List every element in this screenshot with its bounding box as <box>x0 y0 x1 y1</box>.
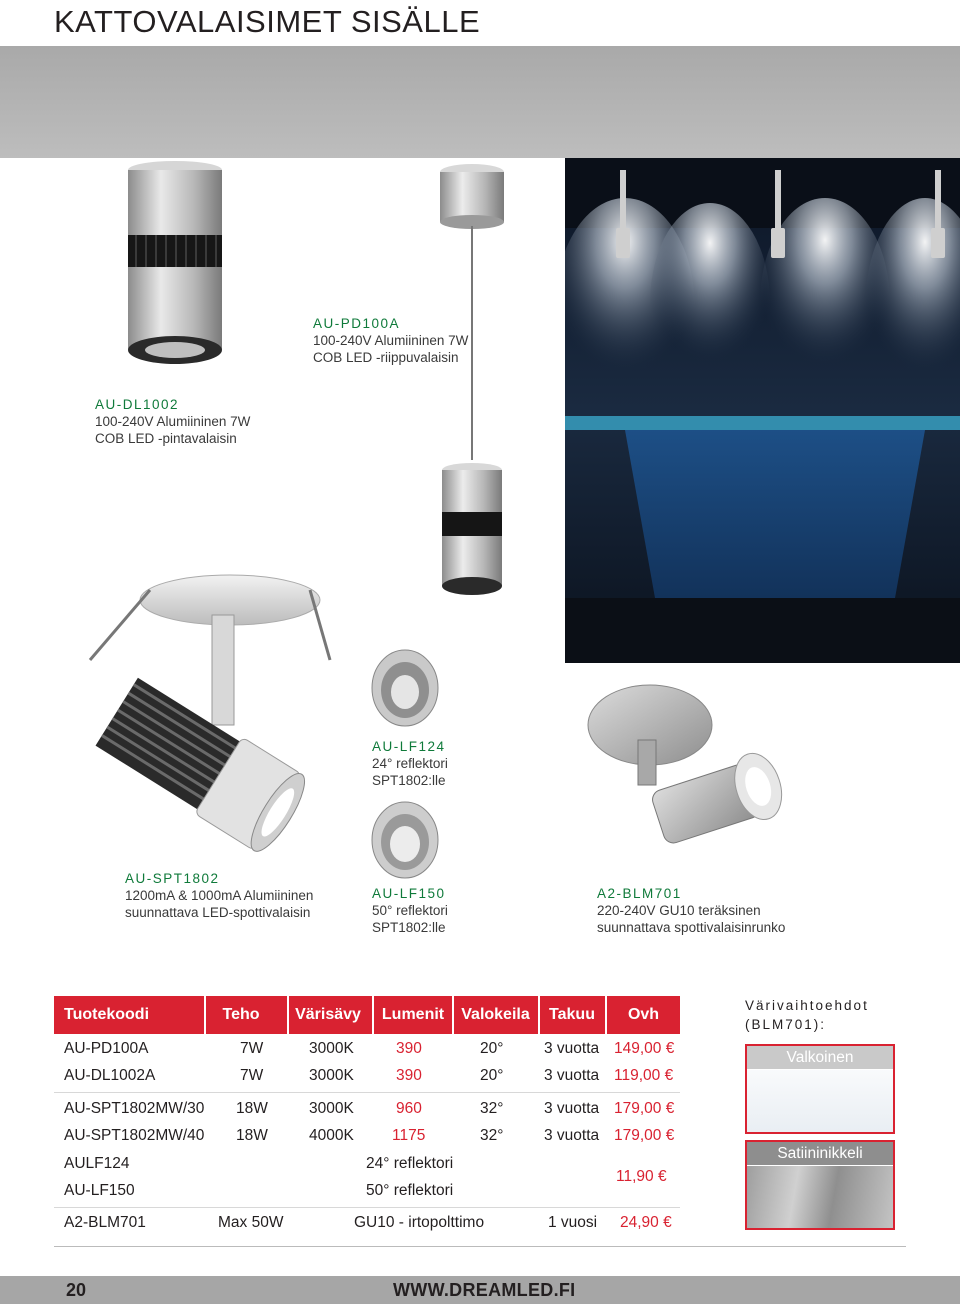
product-desc-line2: COB LED -riippuvalaisin <box>313 350 459 365</box>
cell-color-temp: 3000K <box>309 1067 354 1084</box>
cell-lumen: 960 <box>396 1100 422 1117</box>
product-desc-line2: suunnattava spottivalaisinrunko <box>597 920 786 935</box>
cell-price: 24,90 € <box>620 1214 672 1231</box>
cell-lumen: 390 <box>396 1067 422 1084</box>
cell-power: 7W <box>240 1040 264 1057</box>
cell-code: AU-SPT1802MW/40 <box>64 1127 205 1144</box>
column-header: Teho <box>204 996 276 1034</box>
color-options-subtitle: (BLM701): <box>745 1017 827 1032</box>
cell-lumen: 1175 <box>392 1127 426 1144</box>
product-code: AU-SPT1802 <box>125 871 220 886</box>
product-desc-line1: 100-240V Alumiininen 7W <box>95 414 251 429</box>
cell-power: 18W <box>236 1100 268 1117</box>
product-desc-line1: 220-240V GU10 teräksinen <box>597 903 761 918</box>
page-number: 20 <box>66 1280 87 1300</box>
product-code: A2-BLM701 <box>597 886 682 901</box>
lobby-photo <box>565 158 960 663</box>
swatch-label: Valkoinen <box>747 1046 893 1070</box>
caption-lf150 <box>372 885 448 936</box>
cell-code: AU-DL1002A <box>64 1067 156 1084</box>
cell-price: 179,00 € <box>614 1100 675 1117</box>
cell-description: 24° reflektori <box>366 1155 454 1172</box>
surface-lamp-image <box>120 160 230 380</box>
product-code: AU-LF150 <box>372 886 446 901</box>
row-divider <box>54 1092 680 1093</box>
product-desc-line2: SPT1802:lle <box>372 920 446 935</box>
column-header: Valokeila <box>452 996 537 1034</box>
reflector-24-image <box>370 648 440 728</box>
website-link[interactable]: WWW.DREAMLED.FI <box>393 1280 576 1300</box>
product-desc-line2: suunnattava LED-spottivalaisin <box>125 905 311 920</box>
caption-lf124 <box>372 738 448 789</box>
cell-price: 179,00 € <box>614 1127 675 1144</box>
swatch-label: Satiininikkeli <box>747 1142 893 1166</box>
color-options-title: Värivaihtoehdot <box>745 998 869 1013</box>
cell-power: Max 50W <box>218 1214 284 1231</box>
product-code: AU-PD100A <box>313 316 401 331</box>
product-code: AU-LF124 <box>372 739 446 754</box>
product-desc-line1: 100-240V Alumiininen 7W <box>313 333 469 348</box>
cell-color-temp: 4000K <box>309 1127 354 1144</box>
cell-power: 18W <box>236 1127 268 1144</box>
reflector-50-image <box>370 800 440 880</box>
cell-color-temp: 3000K <box>309 1100 354 1117</box>
swatch-white <box>745 1044 895 1134</box>
cell-lamp: GU10 - irtopolttimo <box>354 1214 485 1231</box>
cell-lumen: 390 <box>396 1040 422 1057</box>
color-options <box>745 996 895 1162</box>
cell-price: 11,90 € <box>616 1168 667 1185</box>
caption-pd100a <box>313 315 468 366</box>
caption-blm701 <box>597 885 785 936</box>
page-footer <box>0 1276 960 1304</box>
cell-beam: 32° <box>480 1100 504 1117</box>
spotlight-image <box>80 560 340 860</box>
cell-color-temp: 3000K <box>309 1040 354 1057</box>
cell-code: AU-LF150 <box>64 1182 135 1199</box>
header-band <box>0 46 960 158</box>
column-header: Tuotekoodi <box>64 1006 150 1023</box>
cell-warranty: 3 vuotta <box>544 1067 600 1084</box>
swatch-satin-nickel <box>745 1140 895 1230</box>
cell-warranty: 1 vuosi <box>548 1214 598 1231</box>
column-header: Värisävy <box>287 996 367 1034</box>
cell-code: AU-SPT1802MW/30 <box>64 1100 205 1117</box>
cell-code: AULF124 <box>64 1155 130 1172</box>
footer-divider <box>54 1246 906 1247</box>
product-desc-line1: 1200mA & 1000mA Alumiininen <box>125 888 314 903</box>
cell-warranty: 3 vuotta <box>544 1040 600 1057</box>
cell-beam: 20° <box>480 1040 504 1057</box>
cell-price: 119,00 € <box>614 1067 674 1084</box>
caption-spt1802 <box>125 870 313 921</box>
column-header: Takuu <box>538 996 604 1034</box>
page-title: KATTOVALAISIMET SISÄLLE <box>54 4 481 39</box>
column-header: Lumenit <box>372 996 452 1034</box>
cell-code: A2-BLM701 <box>64 1214 146 1231</box>
blm701-spot-image <box>580 680 800 860</box>
cell-description: 50° reflektori <box>366 1182 454 1199</box>
row-divider <box>54 1207 680 1208</box>
product-desc-line1: 24° reflektori <box>372 756 448 771</box>
cell-power: 7W <box>240 1067 264 1084</box>
cell-code: AU-PD100A <box>64 1040 149 1057</box>
cell-price: 149,00 € <box>614 1040 675 1057</box>
page-header <box>0 0 960 46</box>
pendant-lamp-image <box>430 160 530 600</box>
column-header: Ovh <box>605 996 680 1034</box>
product-code: AU-DL1002 <box>95 397 180 412</box>
caption-dl1002 <box>95 396 250 447</box>
product-desc-line2: SPT1802:lle <box>372 773 446 788</box>
product-desc-line2: COB LED -pintavalaisin <box>95 431 237 446</box>
cell-beam: 32° <box>480 1127 504 1144</box>
cell-warranty: 3 vuotta <box>544 1127 600 1144</box>
table-header <box>54 996 680 1034</box>
cell-warranty: 3 vuotta <box>544 1100 600 1117</box>
product-desc-line1: 50° reflektori <box>372 903 448 918</box>
cell-beam: 20° <box>480 1067 504 1084</box>
